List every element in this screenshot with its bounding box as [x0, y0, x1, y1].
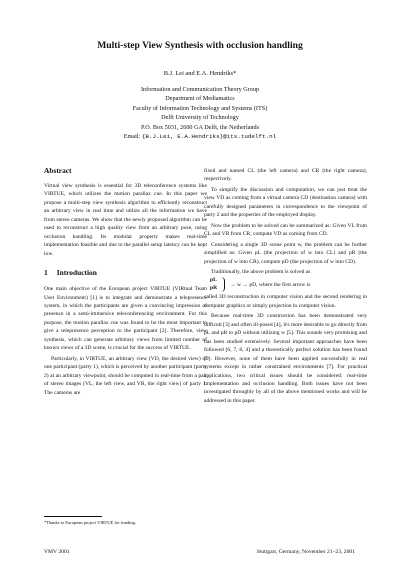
left-column [44, 166, 207, 397]
intro-paragraph-7: Traditionally, the above problem is solved as [211, 268, 311, 275]
footnote: *Thanks to European project VIRTUE for funding. [44, 520, 136, 525]
intro-paragraph-4: To simplify the discussion and computation, we can just treat the view VD as coming from a virtual camera CD (destination camera) with carefully designed parameters in correspondence to the viewpoint of party 2 and the properties of the employed display. [204, 186, 367, 219]
authors: B.J. Lei and E.A. Hendriks* [163, 70, 237, 77]
vector-stack [210, 277, 217, 292]
abstract-heading: Abstract [44, 166, 72, 175]
intro-paragraph-8: Because real-time 3D construction has been demonstrated very difficult [3] and often ill-posed [4], it's more desirable to go directly from pL and pR to pD without utilizing w [5]. This sounds very promising and has been studied extensively. Several important approaches have been followed [6, 7, 8, 4] and a theoretically perfect solution has been found [9]. However, none of them have been applied successfully in real systems except in rather constrained environments [7]. For practical applications, two critical issues should be considered: real-time implementation and occlusion handling. Both issues have not been investigated throughly by all of the above mentioned works and will be addressed in this paper. [204, 313, 367, 404]
email-label: Email: [123, 133, 141, 141]
email-address: {B.J.Lei, E.A.Hendriks}@its.tudelft.nl [141, 133, 277, 141]
projection-equation [210, 277, 367, 292]
footer-venue: VMV 2001 [44, 549, 70, 555]
intro-paragraph-5: Now the problem to be solved can be summarized as: Given VL from CL and VR from CR, compute VD as coming from CD. [204, 222, 367, 238]
affiliation-line: Delft University of Technology [161, 114, 239, 122]
section-number: 1 [44, 268, 48, 278]
right-column [204, 167, 367, 405]
email-line [0, 132, 400, 141]
intro-paragraph-7-cont: called 3D reconstruction in computer vision and the second rendering in computer graphics or simply projection in computer vision. [204, 294, 367, 309]
brace-icon [219, 277, 225, 292]
affiliation-line: Information and Communication Theory Group [140, 86, 260, 93]
affiliation-line: Faculty of Information Technology and Systems (ITS) [132, 104, 268, 112]
footer-location-date: Stuttgart, Germany, November 21–23, 2001 [256, 549, 355, 555]
section-title: Introduction [56, 268, 97, 278]
affiliation-block [0, 85, 400, 141]
intro-paragraph-1: One main objective of the European project VIRTUE (VIRtual Team User Environment) [1] is to integrate and demonstrate a telepresence system, in which the participants are given a convincing impression of presence in a semi-immersive teleconferencing environment. For this purpose, the motion parallax cue was found to be the most important to give a telepresence perception to the participant [2]. Therefore, view synthesis, which can generate arbitrary views from limited number of known views of a 3D scene, is crucial for the success of VIRTUE. [44, 286, 207, 352]
abstract-text: Virtual view synthesis is essential for 3D teleconference systems like VIRTUE, which utilizes the motion parallax cue. In this paper we propose a multi-step view synthesis algorithm to efficiently reconstruct an arbitrary view in real time and utilize all the information we have from stereo cameras. We show that the newly proposed algorithm can be used to reconstruct a high quality view from an arbitrary pose, using occlusion handling. Its modular property makes real-time implementation feasible and due to the parallel setup latency can be kept low. [44, 183, 207, 257]
introduction-heading [44, 268, 207, 278]
affiliation-line: Department of Mediamatics [165, 95, 235, 103]
intro-paragraph-6: Considering a single 3D scene point w, the problem can be further simplified as: Given pL (the projection of w into CL) and pR (the projection of w into CR), compute pD (the projection of w into CD). [204, 241, 367, 265]
vector-bottom: pR [210, 284, 218, 291]
vector-top: pL [210, 277, 217, 284]
intro-paragraph-3: fixed and named CL (the left camera) and CR (the right camera), respectively. [204, 168, 367, 183]
footnote-rule [44, 516, 102, 517]
equation-rest: → w → pD, where the first arrow is [230, 281, 311, 288]
paper-title: Multi-step View Synthesis with occlusion handling [97, 40, 303, 51]
affiliation-line: P.O. Box 5031, 2600 GA Delft, the Netherlands [140, 123, 260, 131]
intro-paragraph-2: Particularly, in VIRTUE, an arbitrary view (VD, the desired view) of one participant (party 1), which is perceived by another participant (party 2) at an arbitrary viewpoint, should be computed in real-time from a pair of stereo images (VL, the left view, and VR, the right view) of party 1. The cameras are [44, 355, 207, 396]
